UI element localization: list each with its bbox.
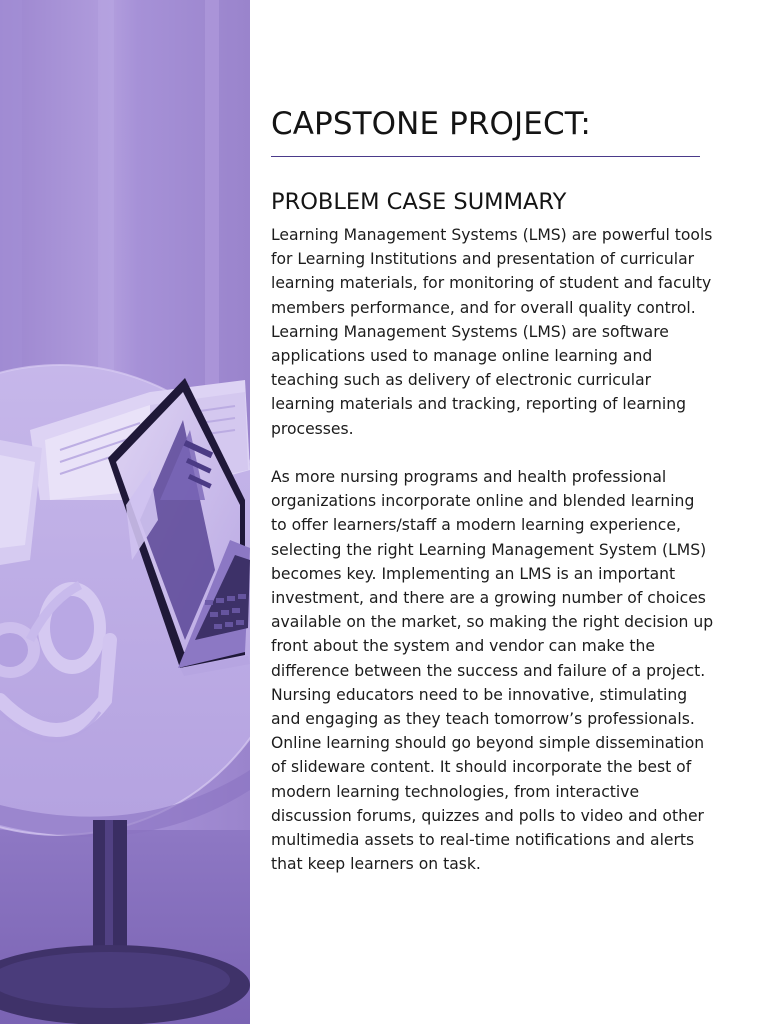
paragraph — [271, 465, 751, 876]
text-line: investment, and there are a growing number of choices — [271, 589, 706, 608]
body-text — [271, 223, 751, 876]
text-line: available on the market, so making the right decision up — [271, 613, 714, 632]
text-line: that keep learners on task. — [271, 855, 481, 874]
section-heading: PROBLEM CASE SUMMARY — [271, 189, 567, 215]
laptop-desk-illustration — [0, 0, 250, 1024]
text-line: Nursing educators need to be innovative, stimulating — [271, 685, 688, 704]
text-line: difference between the success and failure of a project. — [271, 661, 706, 680]
text-line: Learning Management Systems (LMS) are powerful tools — [271, 226, 713, 244]
text-line: As more nursing programs and health professional — [271, 468, 667, 487]
paragraph-spacer — [271, 441, 751, 465]
text-line: Learning Management Systems (LMS) are software — [271, 322, 669, 341]
text-line: front about the system and vendor can make the — [271, 637, 656, 656]
text-line: organizations incorporate online and blended learning — [271, 492, 695, 511]
text-line: to offer learners/staff a modern learning experience, — [271, 516, 681, 535]
text-line: learning materials and tracking, reporting of learning — [271, 395, 687, 414]
text-line: discussion forums, quizzes and polls to video and other — [271, 806, 704, 825]
text-line: Online learning should go beyond simple dissemination — [271, 734, 705, 753]
text-line: selecting the right Learning Management System (LMS) — [271, 540, 707, 559]
text-line: applications used to manage online learning and — [271, 347, 653, 366]
cover-photo — [0, 0, 250, 1024]
text-line: multimedia assets to real-time notifications and alerts — [271, 831, 695, 850]
page-title: CAPSTONE PROJECT: — [271, 106, 591, 142]
text-line: teaching such as delivery of electronic curricular — [271, 371, 652, 390]
text-line: modern learning technologies, from interactive — [271, 782, 640, 801]
text-line: processes. — [271, 419, 354, 438]
text-line: of slideware content. It should incorporate the best of — [271, 758, 692, 777]
text-line: for Learning Institutions and presentation of curricular — [271, 250, 695, 269]
text-line: becomes key. Implementing an LMS is an important — [271, 564, 676, 583]
text-line: members performance, and for overall quality control. — [271, 298, 696, 317]
paragraph — [271, 223, 751, 441]
title-divider — [271, 156, 700, 157]
text-line: and engaging as they teach tomorrow’s professionals. — [271, 710, 695, 729]
text-line: learning materials, for monitoring of student and faculty — [271, 274, 712, 293]
